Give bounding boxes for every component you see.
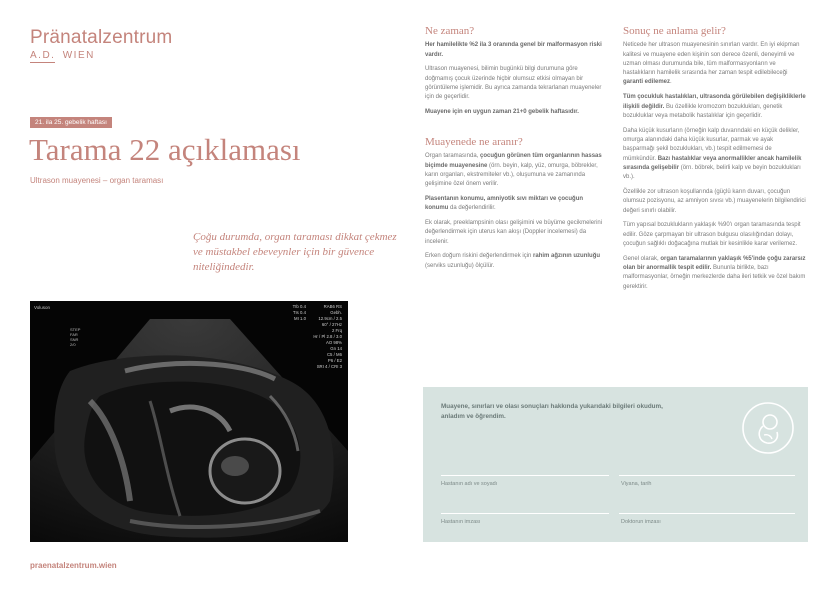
what-p4: Erken doğum riskini değerlendirmek için rahim ağzının uzunluğu (serviks uzunluğu) ölçülür. (425, 253, 601, 269)
us-param-13: SRI 4 / CRI 3 (316, 364, 342, 369)
us-param-1: TIs 0.4 (292, 310, 306, 315)
us-param-0: TIb 0.4 (292, 304, 306, 309)
result-p6: Genel olarak, organ taramalarının yaklaşık %5'inde çoğu zararsız olan bir anormallik tespit edilir. Bununla birlikte, bazı malformasyonlar, örneğin merkezlerde daha ileri tetkik ve özel bakım gerektirir. (623, 255, 806, 290)
line-doctor-sig (619, 513, 795, 514)
consent-text: Muayene, sınırları ve olası sonuçları hakkında yukarıdaki bilgileri okudum, anladım ve öğrendim. (441, 403, 663, 420)
us-param-8: Hr / Pl 2.8 / 3.0 (313, 334, 342, 339)
section-what (425, 138, 607, 277)
page-title: Tarama 22 açıklaması (29, 132, 301, 167)
result-p2: Tüm çocukluk hastalıkları, ultrasonda görülebilen değişikliklerle ilişkili değildir. Bu özellikle kromozom bozuklukları, genetik bozukluklar veya metabolik hastalıklar için geçerlidir. (623, 94, 806, 119)
us-param-5: 12.9cm / 2.5 (318, 316, 342, 321)
brand-sub (30, 50, 95, 61)
label-patient-name: Hastanın adı ve soyadı (441, 481, 498, 487)
line-date (619, 475, 795, 476)
what-p2: Plasentanın konumu, amniyotik sıvı miktarı ve çocuğun konumu da değerlendirilir. (425, 195, 584, 212)
brand-logo: Pränatalzentrum (30, 27, 173, 48)
heading-what: Muayenede ne aranır? (425, 136, 523, 148)
when-p2: Ultrason muayenesi, bilimin bugünkü bilgi durumuna göre doğmamış çocuk üzerinde hiçbir olumsuz etkisi olmayan bir görüntüleme işlemidir. Bu ayrıca zamanda tekrarlanan muayeneler için de geçerlidir. (425, 66, 602, 101)
result-p1: Neticede her ultrason muayenesinin sınırları vardır. En iyi ekipman kalitesi ve muayene eden kişinin son derece özenli, deneyimli ve uzman olması durumunda bile, tüm malformasyonların ve hastalıkların hamilelik sırasında her zaman tespit edilebileceği garanti edilemez. (623, 42, 800, 86)
us-left-0: STEP (70, 327, 81, 332)
week-badge: 21. ila 25. gebelik haftası (30, 117, 112, 128)
heading-result: Sonuç ne anlama gelir? (623, 25, 726, 37)
section-result (623, 27, 806, 297)
us-param-9: AO 98% (325, 340, 342, 345)
line-name (441, 475, 609, 476)
us-top-left: Voluson (34, 305, 51, 310)
result-p3: Daha küçük kusurların (örneğin kalp duvarındaki en küçük delikler, omurga alanındaki daha küçük kusurlar, parmak ve ayak başparmağı şekil bozuklukları, vb.) tespit edilmemesi de mümkündür. Bazı hastalıklar veya anormallikler ancak hamilelik sırasında gelişebilir (örn. böbrek, belirli kalp ve beyin bozuklukları vb.). (623, 127, 802, 181)
us-param-12: P6 / E2 (327, 358, 342, 363)
label-patient-signature: Hastanın imzası (441, 519, 481, 525)
us-left-1: FAR (70, 332, 78, 337)
consent-box (423, 387, 808, 542)
ultrasound-scan (30, 301, 348, 542)
fetus-icon (741, 401, 795, 460)
us-left-3: 2/0 (70, 342, 76, 347)
section-when (425, 27, 607, 123)
footer-url[interactable]: praenatalzentrum.wien (30, 561, 117, 570)
pull-quote: Çoğu durumda, organ taraması dikkat çekmez ve müstakbel ebeveynler için bir güvence niteliğindedir. (193, 231, 397, 273)
us-param-10: Gn 14 (330, 346, 342, 351)
us-param-6: 60° / 27Hz (321, 322, 342, 327)
result-p5: Tüm yapısal bozuklukların yaklaşık %90'ı organ taramasında tespit edilir. Göze çarpmayan bir ultrason bulgusu olasılığından dolayı, çocuğun sağlıklı doğacağına mutlak bir kesinlikle karar verilemez. (623, 222, 801, 247)
us-param-4: Gebh. (330, 310, 342, 315)
what-p1: Organ taramasında, çocuğun görünen tüm organlarının hassas biçimde muayenesine (örn. beyin, kalp, yüz, omurga, böbrekler, karın organları, ekstremiteler vb.), oluşumuna ve zamanında gelişimine özel önem verilir. (425, 153, 602, 188)
heading-when: Ne zaman? (425, 25, 475, 37)
brand-city: WIEN (62, 50, 95, 61)
us-param-11: C5 / M6 (326, 352, 342, 357)
when-p1: Her hamilelikte %2 ila 3 oranında genel bir malformasyon riski vardır. (425, 42, 602, 58)
label-doctor-signature: Doktorun imzası (621, 519, 661, 525)
us-param-7: 2 Frq (331, 328, 342, 333)
when-p3: Muayene için en uygun zaman 21+0 gebelik haftasıdır. (425, 109, 579, 116)
label-city-date: Viyana, tarih (621, 481, 652, 487)
us-param-3: RAB6 RS (323, 304, 342, 309)
what-p3: Ek olarak, preeklampsinin olası gelişimini ve büyüme gecikmelerini değerlendirmek için uterus kan akışı (Doppler incelemesi) da incelenir. (425, 220, 603, 245)
ultrasound-image (30, 301, 348, 542)
brand-ad: A.D. (30, 50, 56, 61)
us-param-2: MI 1.0 (294, 316, 306, 321)
page-subtitle: Ultrason muayenesi – organ taraması (30, 176, 164, 185)
us-left-2: SNR (70, 337, 79, 342)
result-p4: Özellikle zor ultrason koşullarında (güçlü karın duvarı, çocuğun olumsuz pozisyonu, az amniyon sıvısı vb.) muayenelerin bilgilendirici değeri sınırlı olabilir. (623, 188, 806, 214)
line-patient-sig (441, 513, 609, 514)
